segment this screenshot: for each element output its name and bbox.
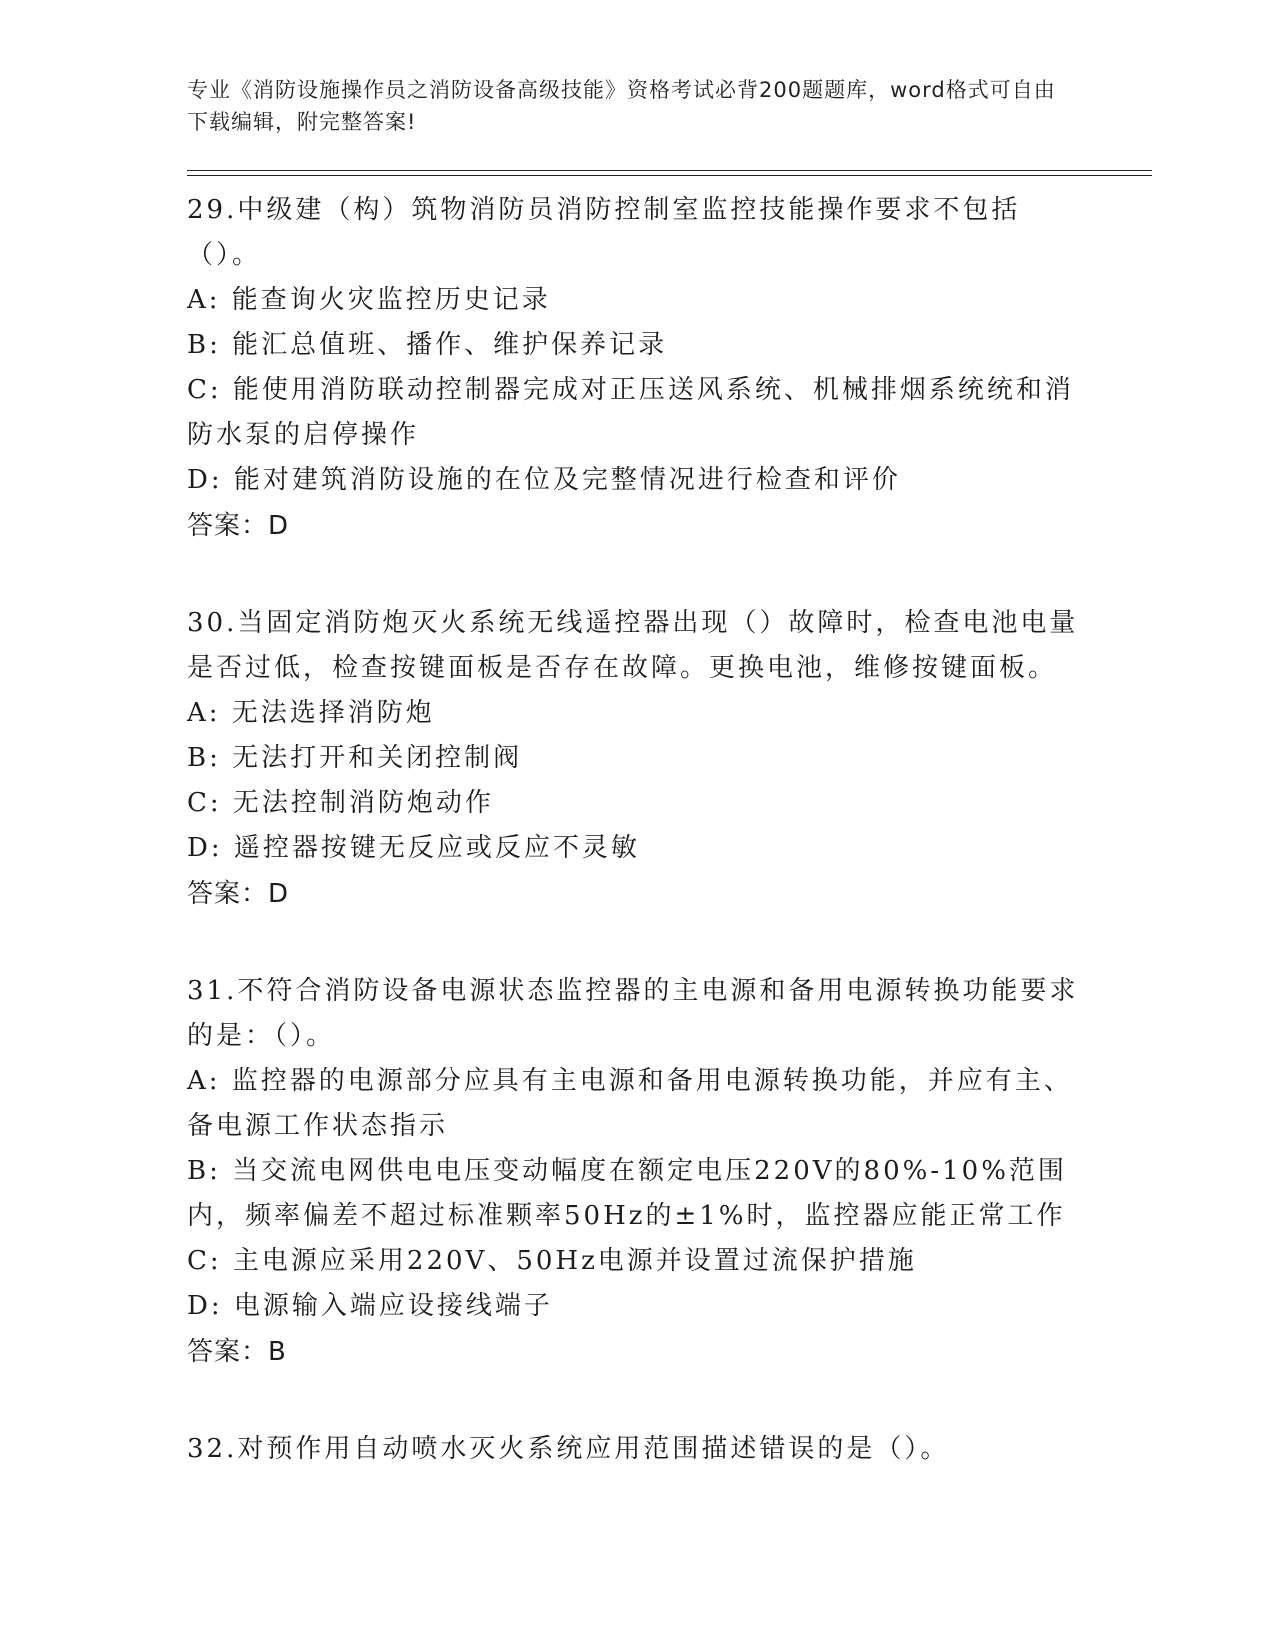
header-rule-top	[187, 170, 1152, 171]
option-a: A: 能查询火灾监控历史记录	[187, 285, 551, 315]
question-text: 29.中级建（构）筑物消防员消防控制室监控技能操作要求不包括（）。	[187, 195, 1021, 270]
option-c: C: 能使用消防联动控制器完成对正压送风系统、机械排烟系统统和消防水泵的启停操作	[187, 375, 1074, 450]
question-32	[187, 1427, 1087, 1472]
question-text: 32.对预作用自动喷水灭火系统应用范围描述错误的是（）。	[187, 1434, 950, 1464]
answer: 答案：D	[187, 879, 290, 909]
answer: 答案：B	[187, 1337, 287, 1367]
option-c: C: 无法控制消防炮动作	[187, 788, 494, 818]
question-31	[187, 969, 1087, 1375]
option-d: D: 电源输入端应设接线端子	[187, 1291, 553, 1321]
option-d: D: 能对建筑消防设施的在位及完整情况进行检查和评价	[187, 465, 901, 495]
header-rule-bottom	[187, 175, 1152, 176]
question-list	[187, 188, 1087, 1524]
question-29	[187, 188, 1087, 549]
option-b: B: 能汇总值班、播作、维护保养记录	[187, 330, 668, 360]
option-c: C: 主电源应采用220V、50Hz电源并设置过流保护措施	[187, 1246, 917, 1276]
question-text: 30.当固定消防炮灭火系统无线遥控器出现（）故障时，检查电池电量是否过低，检查按键面板是否存在故障。更换电池，维修按键面板。	[187, 608, 1079, 683]
option-a: A: 监控器的电源部分应具有主电源和备用电源转换功能，并应有主、备电源工作状态指示	[187, 1066, 1073, 1141]
answer: 答案：D	[187, 511, 290, 541]
document-header: 专业《消防设施操作员之消防设备高级技能》资格考试必背200题题库，word格式可自由下载编辑，附完整答案!	[187, 78, 1056, 134]
option-b: B: 无法打开和关闭控制阀	[187, 743, 523, 773]
question-text: 31.不符合消防设备电源状态监控器的主电源和备用电源转换功能要求的是：（）。	[187, 976, 1079, 1051]
option-a: A: 无法选择消防炮	[187, 698, 435, 728]
option-b: B: 当交流电网供电电压变动幅度在额定电压220V的80%-10%范围内，频率偏差不超过标准颗率50Hz的±1%时，监控器应能正常工作	[187, 1156, 1067, 1231]
question-30	[187, 601, 1087, 917]
option-d: D: 遥控器按键无反应或反应不灵敏	[187, 833, 640, 863]
